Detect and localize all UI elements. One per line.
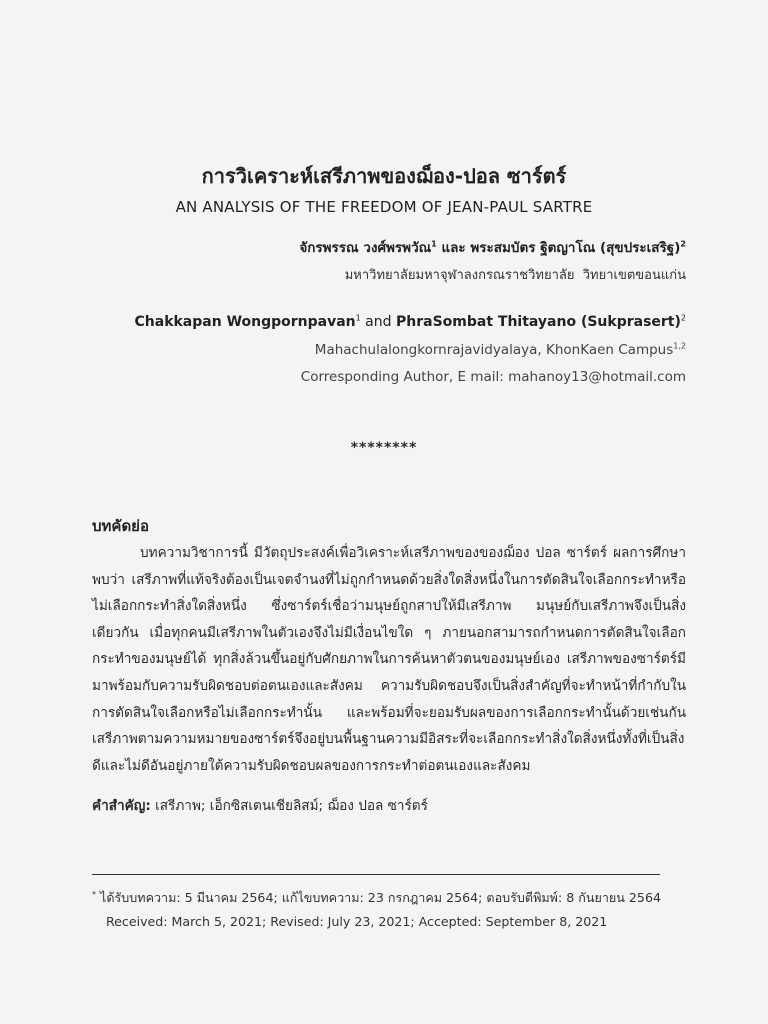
authors-english-conjunction: and: [360, 314, 396, 330]
footnote-divider: [92, 874, 660, 875]
authors-english: [135, 314, 687, 330]
affiliation-english-text: Mahachulalongkornrajavidyalaya, KhonKaen Campus: [314, 342, 674, 358]
author1-english-sup: 1: [355, 313, 361, 323]
author2-english-sup: 2: [680, 313, 686, 323]
section-separator: ********: [350, 440, 418, 456]
affiliation-thai: มหาวิทยาลัยมหาจุฬาลงกรณราชวิทยาลัย วิทยาเขตขอนแก่น: [344, 268, 686, 283]
title-english: AN ANALYSIS OF THE FREEDOM OF JEAN-PAUL SARTRE: [175, 198, 593, 216]
footnote-english: Received: March 5, 2021; Revised: July 23, 2021; Accepted: September 8, 2021: [106, 914, 608, 929]
affiliation-english-sup: 1,2: [673, 341, 686, 351]
author1-english: Chakkapan Wongpornpavan: [134, 314, 356, 330]
title-thai: การวิเคราะห์เสรีภาพของฌ็อง-ปอล ซาร์ตร์: [201, 164, 567, 188]
abstract-heading: บทคัดย่อ: [92, 517, 149, 535]
author1-thai: จักรพรรณ วงศ์พรพวัณ: [299, 240, 432, 256]
footnote-thai: [92, 888, 661, 908]
keywords: [92, 794, 428, 816]
abstract-body: บทความวิชาการนี้ มีวัตถุประสงค์เพื่อวิเคราะห์เสรีภาพของของฌ็อง ปอล ซาร์ตร์ ผลการศึกษาพบว่า เสรีภาพที่แท้จริงต้องเป็นเจตจำนงที่ไม่ถูกกำหนดด้วยสิ่งใดสิ่งหนึ่งในการตัดสินใจเลือกกระทำหรือไม่เลือกกระทำสิ่งใดสิ่งหนึ่ง ซึ่งซาร์ตร์เชื่อว่ามนุษย์ถูกสาปให้มีเสรีภาพ มนุษย์กับเสรีภาพจึงเป็นสิ่งเดียวกัน เมื่อทุกคนมีเสรีภาพในตัวเองจึงไม่มีเงื่อนไขใด ๆ ภายนอกสามารถกำหนดการตัดสินใจเลือกกระทำของมนุษย์ได้ ทุกสิ่งล้วนขึ้นอยู่กับศักยภาพในการค้นหาตัวตนของมนุษย์เอง เสรีภาพของซาร์ตร์มีมาพร้อมกับความรับผิดชอบต่อตนเองและสังคม ความรับผิดชอบจึงเป็นสิ่งสำคัญที่จะทำหน้าที่กำกับในการตัดสินใจเลือกหรือไม่เลือกกระทำนั้น และพร้อมที่จะยอมรับผลของการเลือกกระทำนั้นด้วยเช่นกัน เสรีภาพตามความหมายของซาร์ตร์จึงอยู่บนพื้นฐานความมีอิสระที่จะเลือกกระทำสิ่งใดสิ่งหนึ่งทั้งที่เป็นสิ่งดีและไม่ดีอันอยู่ภายใต้ความรับผิดชอบผลของการกระทำต่อตนเองและสังคม: [92, 545, 686, 774]
authors-thai: [299, 236, 686, 258]
corresponding-author: Corresponding Author, E mail: mahanoy13@hotmail.com: [300, 369, 686, 385]
keywords-label: คำสำคัญ:: [92, 798, 151, 814]
author1-thai-sup: 1: [431, 239, 437, 249]
keywords-text: เสรีภาพ; เอ็กซิสเตนเชียลิสม์; ฌ็อง ปอล ซาร์ตร์: [150, 798, 428, 814]
author2-thai: พระสมบัตร ฐิตญาโณ (สุขประเสริฐ): [470, 240, 681, 256]
author2-english: PhraSombat Thitayano (Sukprasert): [395, 314, 681, 330]
footnote-thai-text: ได้รับบทความ: 5 มีนาคม 2564; แก้ไขบทความ: 23 กรกฎาคม 2564; ตอบรับตีพิมพ์: 8 กันยายน 2564: [100, 890, 661, 905]
footnote-mark: *: [92, 889, 96, 899]
author2-thai-sup: 2: [680, 239, 686, 249]
authors-thai-conjunction: และ: [436, 240, 471, 256]
affiliation-english: [315, 342, 686, 358]
